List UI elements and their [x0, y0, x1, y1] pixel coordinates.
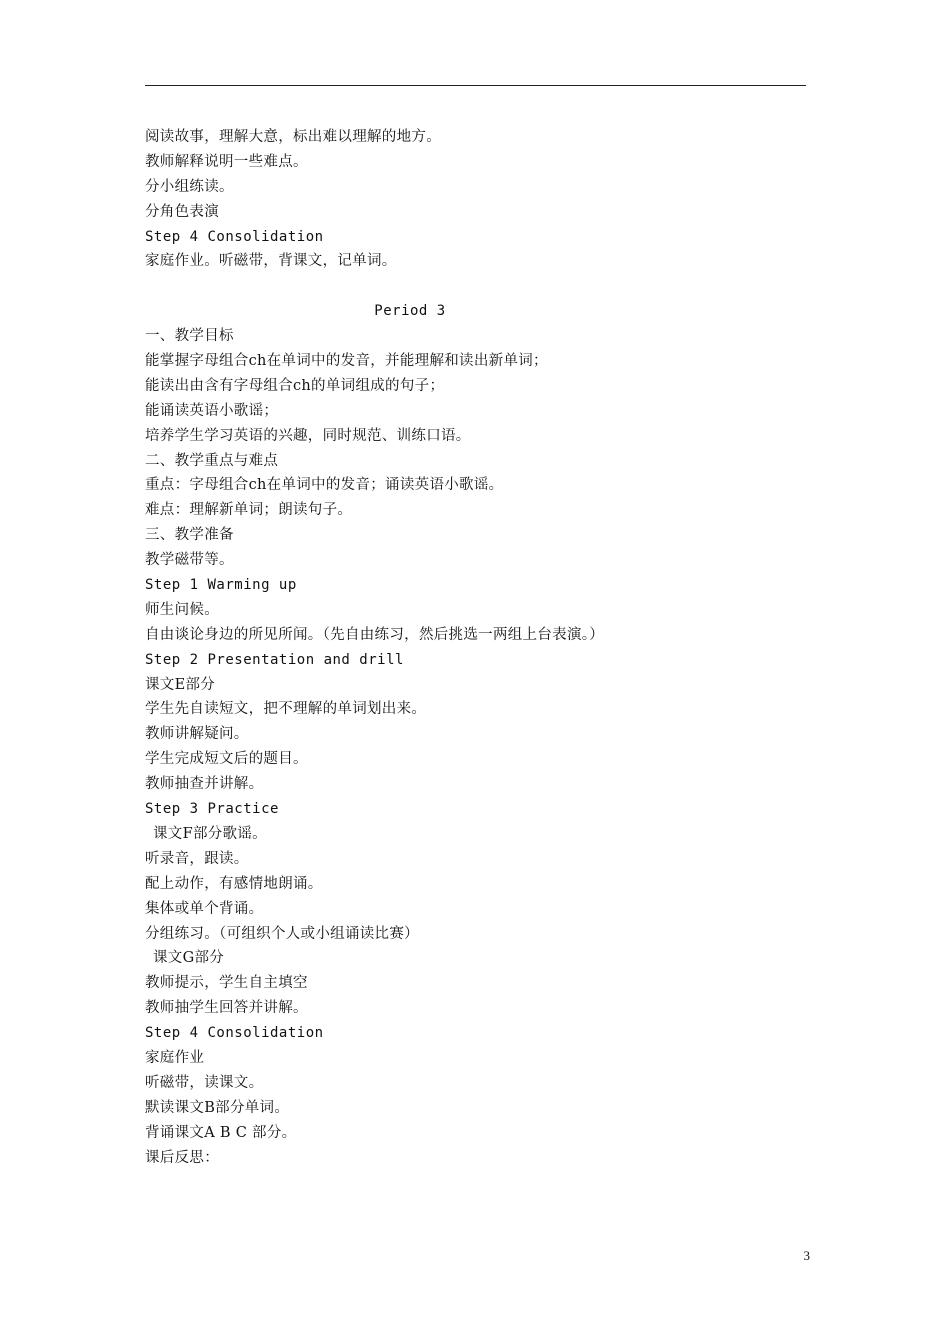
section-heading: 一、教学目标: [145, 328, 234, 345]
text-line: 听录音，跟读。: [145, 850, 249, 867]
text-line: 课后反思：: [145, 1149, 219, 1166]
step-heading: Step 3 Practice: [145, 801, 279, 818]
text-line: 背诵课文A B C 部分。: [145, 1124, 297, 1141]
text-line: 能读出由含有字母组合ch的单词组成的句子；: [145, 377, 445, 394]
text-line: 学生先自读短文，把不理解的单词划出来。: [145, 701, 427, 718]
page-number: 3: [803, 1248, 810, 1263]
text-line: 难点：理解新单词；朗读句子。: [145, 502, 353, 519]
text-line: 课文F部分歌谣。: [153, 825, 267, 842]
header-rule: [145, 85, 806, 86]
text-line: 重点：字母组合ch在单词中的发音；诵读英语小歌谣。: [145, 477, 504, 494]
section-heading: 二、教学重点与难点: [145, 452, 279, 469]
step-heading: Step 1 Warming up: [145, 577, 297, 594]
section-heading: 三、教学准备: [145, 527, 234, 544]
text-line: 教师抽查并讲解。: [145, 776, 264, 793]
text-line: 分小组练读。: [145, 178, 234, 195]
step-heading: Step 2 Presentation and drill: [145, 651, 404, 668]
text-line: 阅读故事，理解大意，标出难以理解的地方。: [145, 129, 441, 145]
text-line: 教师解释说明一些难点。: [145, 153, 308, 170]
period-title: Period 3: [374, 303, 446, 320]
text-line: 家庭作业。听磁带，背课文，记单词。: [145, 253, 397, 270]
text-line: 课文G部分: [153, 950, 225, 967]
text-line: 教师抽学生回答并讲解。: [145, 1000, 308, 1017]
text-line: 课文E部分: [145, 676, 216, 693]
text-line: 听磁带，读课文。: [145, 1074, 264, 1091]
text-line: 能诵读英语小歌谣；: [145, 402, 279, 419]
text-line: 教师讲解疑问。: [145, 726, 249, 743]
text-line: 自由谈论身边的所见所闻。（先自由练习，然后挑选一两组上台表演。）: [145, 626, 605, 643]
text-line: 教学磁带等。: [145, 552, 234, 569]
text-line: 能掌握字母组合ch在单词中的发音，并能理解和读出新单词；: [145, 353, 548, 370]
blank-line: [145, 274, 806, 299]
text-line: 培养学生学习英语的兴趣，同时规范、训练口语。: [145, 427, 471, 444]
step-heading: Step 4 Consolidation: [145, 1025, 324, 1042]
step-heading: Step 4 Consolidation: [145, 228, 324, 245]
text-line: 分组练习。（可组织个人或小组诵读比赛）: [145, 925, 419, 942]
document-body: [145, 125, 806, 1170]
text-line: 学生完成短文后的题目。: [145, 751, 308, 768]
text-line: 配上动作，有感情地朗诵。: [145, 875, 323, 892]
text-line: 默读课文B部分单词。: [145, 1099, 290, 1116]
text-line: 师生问候。: [145, 601, 219, 618]
text-line: 集体或单个背诵。: [145, 900, 264, 917]
text-line: 家庭作业: [145, 1049, 205, 1066]
text-line: 分角色表演: [145, 203, 219, 220]
text-line: 教师提示，学生自主填空: [145, 975, 308, 992]
